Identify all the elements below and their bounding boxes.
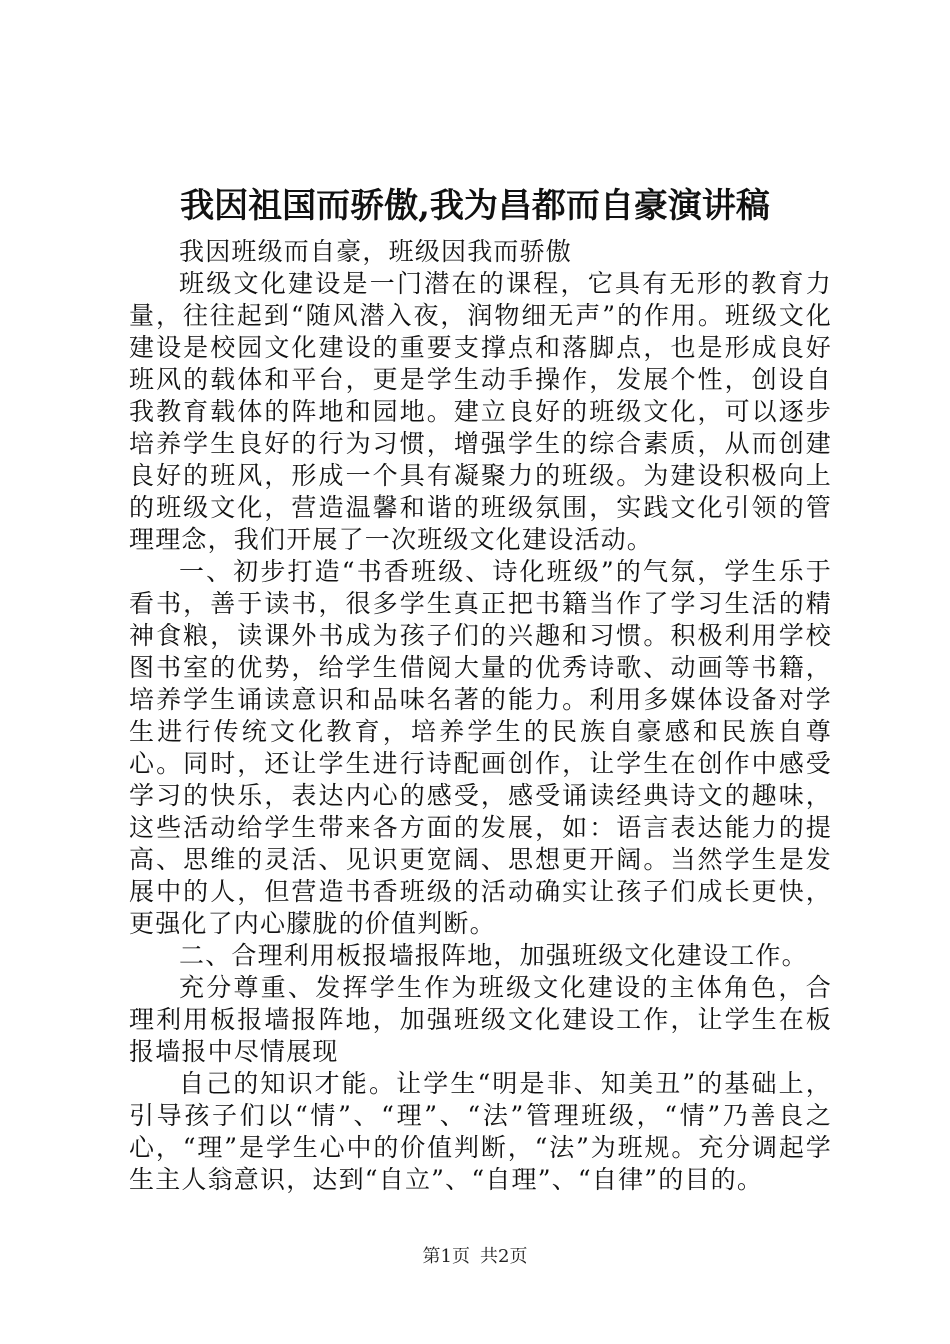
- document-title: 我因祖国而骄傲,我为昌都而自豪演讲稿: [180, 186, 770, 226]
- body-paragraph: 自己的知识才能。让学生“明是非、知美丑”的基础上，引导孩子们以“情”、“理”、“法”管理班级，“情”乃善良之心，“理”是学生心中的价值判断，“法”为班规。充分调起学生主人翁意识，达到“自立”、“自理”、“自律”的目的。: [129, 1069, 832, 1194]
- page-number-current: 第1页: [422, 1246, 470, 1267]
- subtitle-paragraph: 我因班级而自豪，班级因我而骄傲: [179, 237, 573, 266]
- body-paragraph: 班级文化建设是一门潜在的课程，它具有无形的教育力量，往往起到“随风潜入夜，润物细无声”的作用。班级文化建设是校园文化建设的重要支撑点和落脚点，也是形成良好班风的载体和平台，更是学生动手操作，发展个性，创设自我教育载体的阵地和园地。建立良好的班级文化，可以逐步培养学生良好的行为习惯，增强学生的综合素质，从而创建良好的班风，形成一个具有凝聚力的班级。为建设积极向上的班级文化，营造温馨和谐的班级氛围，实践文化引领的管理理念，我们开展了一次班级文化建设活动。: [129, 269, 832, 554]
- section-heading: 二、合理利用板报墙报阵地，加强班级文化建设工作。: [179, 941, 808, 970]
- document-body: [129, 236, 832, 1196]
- body-paragraph: 一、初步打造“书香班级、诗化班级”的气氛，学生乐于看书，善于读书，很多学生真正把书籍当作了学习生活的精神食粮，读课外书成为孩子们的兴趣和习惯。积极利用学校图书室的优势，给学生借阅大量的优秀诗歌、动画等书籍，培养学生诵读意识和品味名著的能力。利用多媒体设备对学生进行传统文化教育，培养学生的民族自豪感和民族自尊心。同时，还让学生进行诗配画创作，让学生在创作中感受学习的快乐，表达内心的感受，感受诵读经典诗文的趣味，这些活动给学生带来各方面的发展，如：语言表达能力的提高、思维的灵活、见识更宽阔、思想更开阔。当然学生是发展中的人，但营造书香班级的活动确实让孩子们成长更快，更强化了内心朦胧的价值判断。: [129, 557, 832, 938]
- page-footer: [0, 1245, 950, 1269]
- page-number-total: 共2页: [480, 1246, 528, 1267]
- body-paragraph: 充分尊重、发挥学生作为班级文化建设的主体角色，合理利用板报墙报阵地，加强班级文化建设工作，让学生在板报墙报中尽情展现: [129, 973, 832, 1066]
